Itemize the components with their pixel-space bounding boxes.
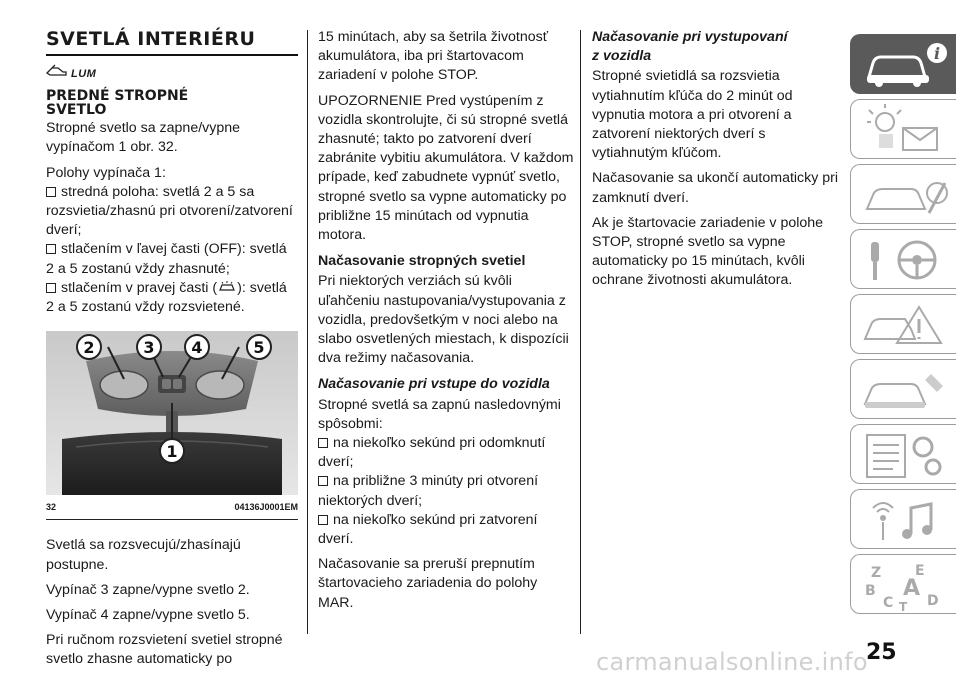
- checkbox-bullet-icon: [318, 476, 328, 486]
- checklist-gears-icon: [859, 429, 951, 481]
- car-info-icon: [859, 39, 951, 91]
- tab-multimedia[interactable]: [850, 489, 956, 549]
- bullet-item: [46, 183, 298, 241]
- callout-3: 3: [143, 338, 155, 358]
- bullet-item: [318, 511, 574, 549]
- index-letter: E: [915, 563, 925, 579]
- callout-2: 2: [83, 338, 95, 358]
- column-divider: [307, 30, 308, 634]
- tab-technical-data[interactable]: [850, 424, 956, 484]
- bullet-text: stlačením v pravej časti (: [61, 279, 218, 296]
- figure-32: [46, 331, 298, 520]
- bullet-text: stredná poloha: svetlá 2 a 5 sa rozsvietia/zhasnú pri otvorení/zatvorení dverí;: [46, 183, 293, 239]
- lights-warning-icon: [859, 104, 951, 156]
- section-title: SVETLÁ INTERIÉRU: [46, 28, 298, 56]
- callout-1: 1: [166, 442, 178, 462]
- paragraph: Vypínač 4 zapne/vypne svetlo 5.: [46, 607, 250, 624]
- bullet-text: stlačením v ľavej časti (OFF): svetlá 2 a 5 zostanú vždy zhasnuté;: [46, 241, 287, 277]
- page-number: 25: [866, 640, 897, 665]
- index-letter: D: [927, 593, 939, 609]
- variant-label: [46, 64, 298, 85]
- paragraph: UPOZORNENIE Pred vystúpením z vozidla skontrolujte, či sú stropné svetlá zhasnuté; takto po zatvorení dverí zabránite vybitiu akumulátora. V každom prípade, keď zabudnete vypnúť svetlo, stropné svetlo sa vypne automaticky po približne 15 minútach od vypnutia motora.: [318, 92, 574, 244]
- tab-maintenance[interactable]: [850, 359, 956, 419]
- index-letter: C: [883, 595, 894, 611]
- figure-caption: [46, 495, 298, 520]
- tab-safety[interactable]: [850, 164, 956, 224]
- paragraph: Pri niektorých verziách sú kvôli uľahčeniu nastupovania/vystupovania z vozidla, predovšetkým v noci alebo na slabo osvetlených miestach, k dispozícii dva režimy načasovania.: [318, 273, 569, 367]
- paragraph: Vypínač 3 zapne/vypne svetlo 2.: [46, 581, 250, 598]
- heading-entry-timing: Načasovanie pri vstupe do vozidla: [318, 376, 550, 393]
- checkbox-bullet-icon: [46, 187, 56, 197]
- column-1: [46, 28, 298, 676]
- variant-text: LUM: [71, 68, 97, 80]
- index-letter: B: [865, 583, 876, 599]
- door-light-icon: [217, 280, 237, 296]
- tab-index[interactable]: [850, 554, 956, 614]
- paragraph: Stropné svetlá sa zapnú nasledovnými spôsobmi:: [318, 396, 561, 432]
- index-letters-icon: [859, 559, 951, 611]
- index-letter: T: [899, 600, 908, 611]
- column-divider: [580, 30, 581, 634]
- bullet-text: na približne 3 minúty pri otvorení niektorých dverí;: [318, 473, 539, 509]
- car-crash-icon: [859, 299, 951, 351]
- chapter-sidebar: [850, 34, 960, 619]
- bullet-item: [318, 472, 574, 510]
- bullet-text: na niekoľko sekúnd pri zatvorení dverí.: [318, 511, 538, 548]
- paragraph: Načasovanie sa preruší prepnutím štartovacieho zariadenia do polohy MAR.: [318, 556, 538, 611]
- heading-exit-timing: [592, 28, 842, 66]
- paragraph: Stropné svietidlá sa rozsvietia vytiahnutím kľúča do 2 minút od vypnutia motora a pri otvorení a zatvorení niektorých dverí s vytiahnutým kľúčom.: [592, 68, 793, 162]
- paragraph: Načasovanie sa ukončí automaticky pri zamknutí dverí.: [592, 170, 839, 206]
- subtitle-line-2: SVETLO: [46, 102, 107, 119]
- hand-variant-icon: [46, 64, 68, 85]
- tab-car-info[interactable]: [850, 34, 956, 94]
- paragraph: Pri ručnom rozsvietení svetiel stropné svetlo zhasne automaticky po: [46, 632, 283, 668]
- tab-emergency[interactable]: [850, 294, 956, 354]
- heading-timing: Načasovanie stropných svetiel: [318, 253, 526, 270]
- paragraph: Polohy vypínača 1:: [46, 164, 166, 181]
- callout-4: 4: [191, 338, 203, 358]
- paragraph: Svetlá sa rozsvecujú/zhasínajú postupne.: [46, 537, 241, 573]
- bullet-item: [318, 434, 574, 472]
- heading-line-2: z vozidla: [592, 48, 652, 65]
- callout-5: 5: [253, 338, 265, 358]
- checkbox-bullet-icon: [318, 438, 328, 448]
- tab-starting-driving[interactable]: [850, 229, 956, 289]
- car-service-icon: [859, 364, 951, 416]
- ceiling-light-photo: [46, 331, 298, 495]
- svg-text:i: i: [933, 44, 941, 63]
- checkbox-bullet-icon: [46, 244, 56, 254]
- figure-code: 04136J0001EM: [234, 502, 298, 513]
- multimedia-icon: [859, 494, 951, 546]
- column-2: [318, 28, 574, 619]
- index-letter: A: [903, 576, 921, 601]
- checkbox-bullet-icon: [318, 515, 328, 525]
- subtitle-line-1: PREDNÉ STROPNÉ: [46, 88, 189, 105]
- subsection-title: [46, 89, 298, 117]
- watermark: carmanualsonline.info: [596, 648, 868, 676]
- heading-line-1: Načasovanie pri vystupovaní: [592, 29, 788, 45]
- key-steering-icon: [859, 234, 951, 286]
- paragraph: 15 minútach, aby sa šetrila životnosť akumulátora, iba pri štartovacom zariadení v polohe STOP.: [318, 29, 549, 84]
- paragraph: Stropné svetlo sa zapne/vypne vypínačom 1 obr. 32.: [46, 120, 241, 156]
- paragraph: Ak je štartovacie zariadenie v polohe STOP, stropné svetlo sa vypne automaticky po 15 minútach, kvôli ochrane životnosti akumulátora.: [592, 214, 824, 289]
- column-3: [592, 28, 842, 297]
- bullet-item: [46, 240, 298, 278]
- checkbox-bullet-icon: [46, 283, 56, 293]
- index-letter: Z: [871, 565, 882, 581]
- bullet-item: [46, 279, 298, 317]
- bullet-text: na niekoľko sekúnd pri odomknutí dverí;: [318, 435, 546, 471]
- bullet-text: ): svetlá 2 a 5 zostanú vždy rozsvietené.: [46, 279, 287, 316]
- car-safety-icon: [859, 169, 951, 221]
- figure-number: 32: [46, 502, 57, 513]
- tab-lights-warnings[interactable]: [850, 99, 956, 159]
